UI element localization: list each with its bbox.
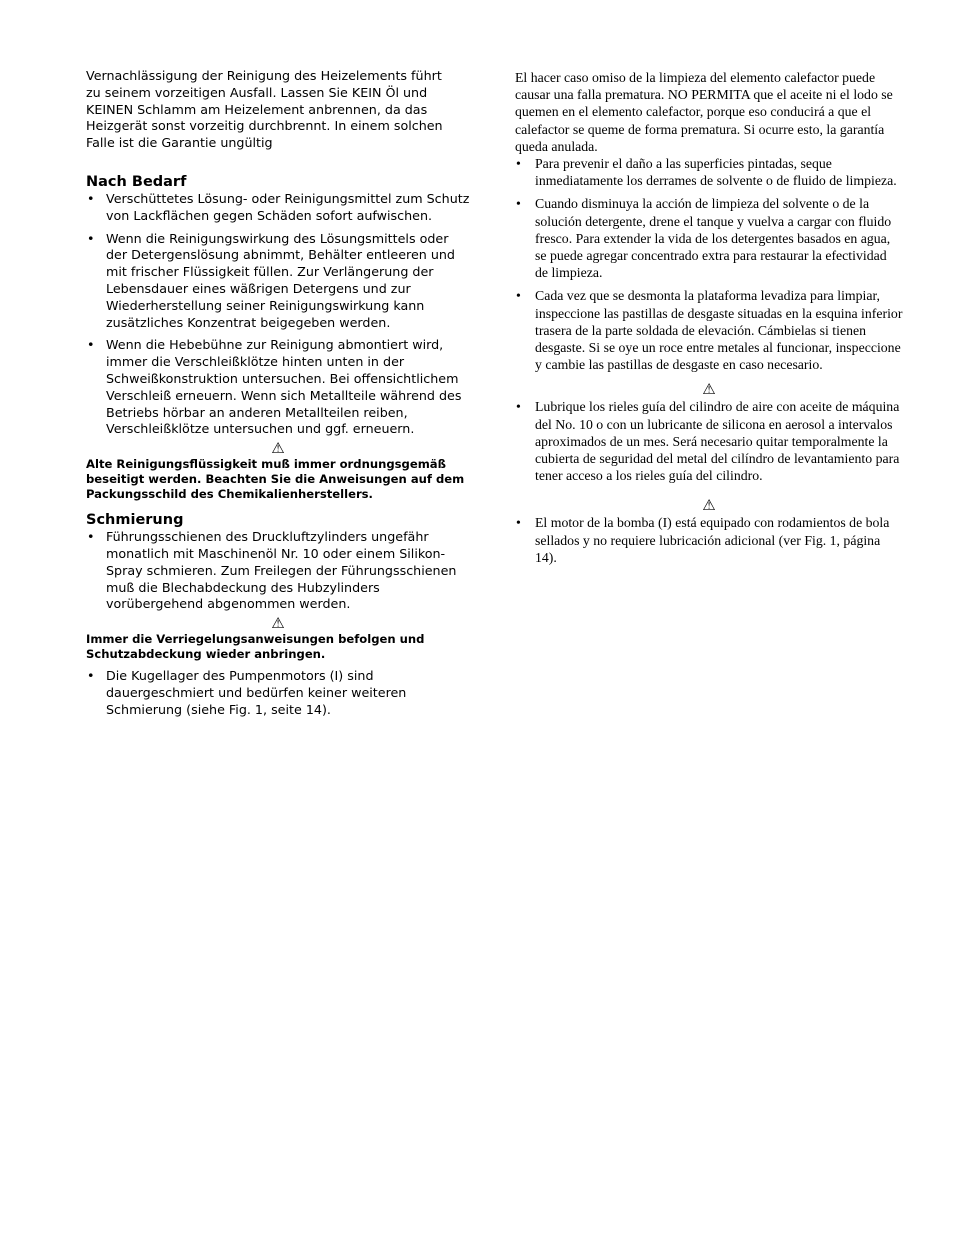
list-item: • Para prevenir el daño a las superficies pintadas, seque inmediatamente los derrames de solvente o de fluido de limpieza. (515, 155, 903, 189)
warning-icon: ⚠ (702, 380, 716, 399)
list-item: • Cuando disminuya la acción de limpieza del solvente o de la solución detergente, drene el tanque y vuelva a cargar con fluido fresco. Para extender la vida de los detergentes basados en agua, se puede agregar concentrado extra para restaurar la efectividad de limpieza. (515, 195, 903, 281)
german-intro: Vernachlässigung der Reinigung des Heizelements führt zu seinem vorzeitigen Ausfall. Lassen Sie KEIN Öl und KEINEN Schlamm am Heizelement anbrennen, da das Heizgerät sonst vorzeitig durchbrennt. In einem solchen Falle ist die Garantie ungültig (86, 68, 443, 151)
german-lubrication-list (86, 529, 470, 613)
list-item: • Wenn die Hebebühne zur Reinigung abmontiert wird, immer die Verschleißklötze hinten unten in der Schweißkonstruktion untersuchen. Bei offensichtlichem Verschleiß erneuern. Wenn sich Metallteile während des Betriebs hörbar an anderen Metallteilen reiben, Verschleißklötze untersuchen und ggf. erneuern. (86, 337, 470, 438)
list-item: • Lubrique los rieles guía del cilindro de aire con aceite de máquina del No. 10 o con un lubricante de silicona en aerosol a intervalos aproximados de un mes. Será necesario quitar temporalmente la cubierta de seguridad del metal del cilíndro de levantamiento para tener acceso a los rieles guía del cilindro. (515, 398, 903, 484)
list-item: • El motor de la bomba (I) está equipado con rodamientos de bola sellados y no requiere lubricación adicional (ver Fig. 1, página 14). (515, 514, 903, 566)
spanish-intro: El hacer caso omiso de la limpieza del elemento calefactor puede causar una falla prematura. NO PERMITA que el aceite ni el lodo se quemen en el elemento calefactor, porque eso conducirá a que el calefactor se queme de forma prematura. Si ocurre esto, la garantía queda anulada. (515, 70, 893, 154)
list-item: • Die Kugellager des Pumpenmotors (I) sind dauergeschmiert und bedürfen keiner weiteren Schmierung (siehe Fig. 1, seite 14). (86, 668, 470, 718)
spanish-lubrication-list (515, 398, 903, 484)
heading-nach-bedarf: Nach Bedarf (86, 173, 187, 190)
german-bearing-list (86, 668, 470, 718)
spanish-column (515, 68, 903, 572)
german-warning-disposal: Alte Reinigungsflüssigkeit muß immer ordnungsgemäß beseitigt werden. Beachten Sie die Anweisungen auf dem Packungsschild des Chemikalienherstellers. (86, 457, 465, 502)
heading-schmierung: Schmierung (86, 512, 184, 529)
list-item: • Führungsschienen des Druckluftzylinders ungefähr monatlich mit Maschinenöl Nr. 10 oder einem Silikon-Spray schmieren. Zum Freilegen der Führungsschienen muß die Blechabdeckung des Hubzylinders vorübergehend abgenommen werden. (86, 529, 470, 613)
spanish-bearing-list (515, 514, 903, 566)
list-item: • Verschüttetes Lösung- oder Reinigungsmittel zum Schutz von Lackflächen gegen Schäden sofort aufwischen. (86, 191, 470, 225)
warning-icon: ⚠ (271, 614, 285, 633)
german-as-needed-list (86, 191, 470, 438)
list-item: • Cada vez que se desmonta la plataforma levadiza para limpiar, inspeccione las pastillas de desgaste situadas en la esquina inferior trasera de la parte soldada de elevación. Cámbielas si tienen desgaste. Si se oye un roce entre metales al funcionar, inspeccione y cambie las pastillas de desgaste en caso necesario. (515, 287, 903, 373)
warning-icon: ⚠ (702, 496, 716, 515)
list-item: • Wenn die Reinigungswirkung des Lösungsmittels oder der Detergenslösung abnimmt, Behälter entleeren und mit frischer Flüssigkeit füllen. Zur Verlängerung der Lebensdauer eines wäßrigen Detergens und zur Wiederherstellung seiner Reinigungswirkung kann zusätzliches Konzentrat beigegeben werden. (86, 231, 470, 332)
spanish-as-needed-list (515, 155, 903, 373)
german-warning-lockout: Immer die Verriegelungsanweisungen befolgen und Schutzabdeckung wieder anbringen. (86, 632, 425, 662)
warning-icon: ⚠ (271, 439, 285, 458)
german-column (86, 68, 470, 725)
